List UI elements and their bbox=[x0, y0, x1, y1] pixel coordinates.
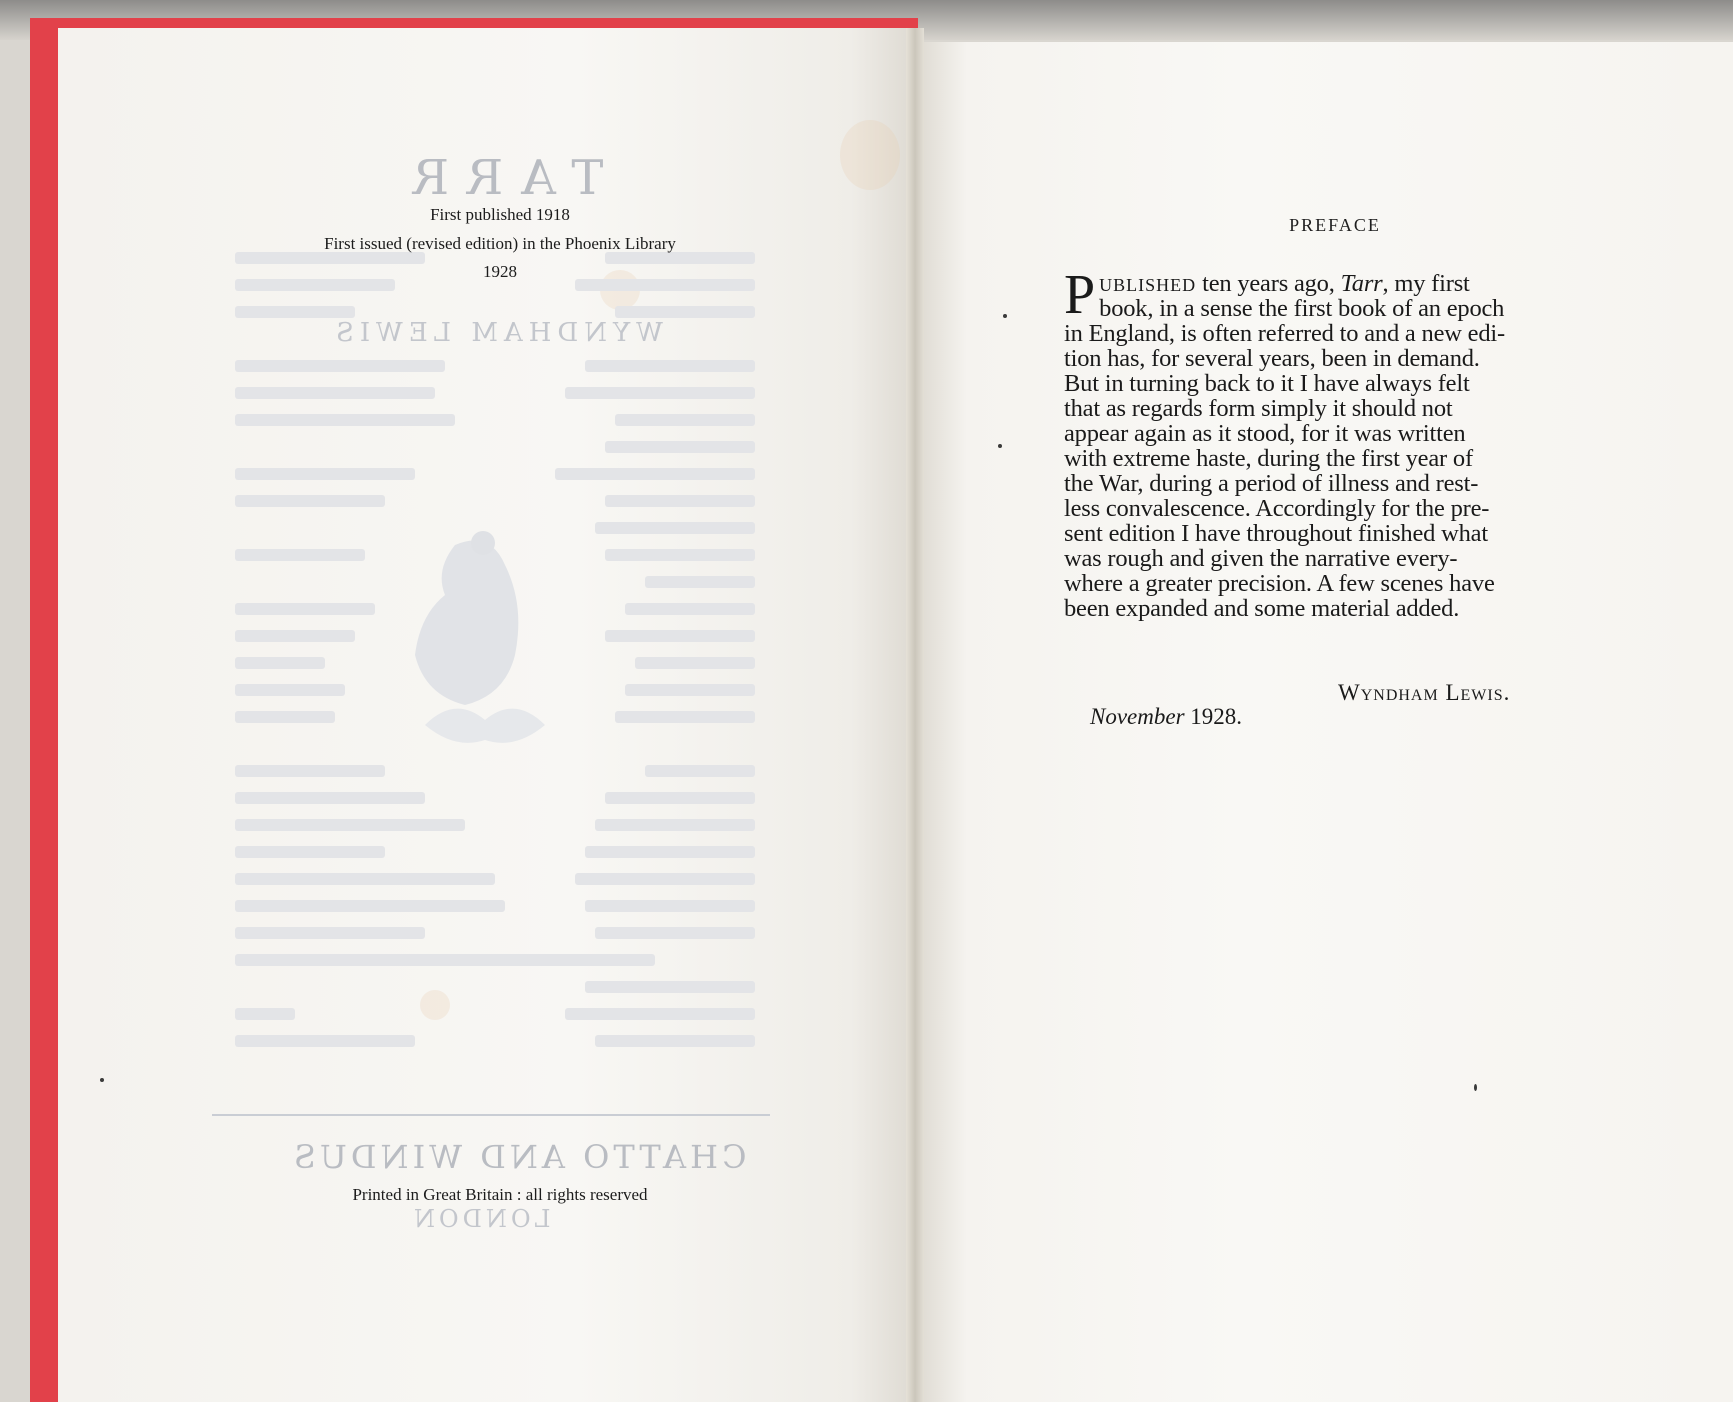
printed-notice: Printed in Great Britain : all rights reserved bbox=[352, 1185, 648, 1204]
preface-line: less convalescence. Accordingly for the pre- bbox=[1064, 495, 1490, 522]
bleed-through-location: LONDON bbox=[410, 1205, 551, 1233]
issue-year: 1928 bbox=[483, 262, 517, 281]
book-gutter bbox=[906, 28, 924, 1402]
bleed-through-author: WYNDHAM LEWIS bbox=[330, 318, 663, 348]
preface-line: was rough and given the narrative every- bbox=[1064, 545, 1458, 572]
paper-stain bbox=[840, 120, 900, 190]
preface-line: that as regards form simply it should not bbox=[1064, 395, 1453, 422]
preface-line: with extreme haste, during the first year of bbox=[1064, 445, 1473, 472]
preface-body bbox=[1064, 264, 1599, 622]
bleed-through-publisher: CHATTO AND WINDUS bbox=[290, 1138, 747, 1176]
publisher-device-icon bbox=[395, 525, 575, 765]
bleed-through-rule bbox=[212, 1114, 770, 1116]
preface-line: where a greater precision. A few scenes have bbox=[1064, 570, 1495, 597]
first-issued-line: First issued (revised edition) in the Phoenix Library bbox=[324, 234, 676, 253]
preface-heading: PREFACE bbox=[1289, 215, 1381, 235]
first-published-line: First published 1918 bbox=[430, 205, 570, 224]
date-year: 1928. bbox=[1190, 704, 1243, 729]
preface-line: book, in a sense the first book of an epoch bbox=[1099, 295, 1505, 322]
bleed-through-title: TARR bbox=[395, 150, 604, 206]
preface-line: been expanded and some material added. bbox=[1064, 595, 1460, 622]
preface-date bbox=[1090, 704, 1242, 730]
preface-line: But in turning back to it I have always felt bbox=[1064, 370, 1470, 397]
dropcap-letter: P bbox=[1064, 264, 1096, 326]
preface-line: tion has, for several years, been in demand. bbox=[1064, 345, 1480, 372]
recto-page bbox=[918, 42, 1733, 1402]
preface-line: appear again as it stood, for it was written bbox=[1064, 420, 1466, 447]
paper-speck bbox=[1003, 314, 1007, 318]
preface-line: sent edition I have throughout finished what bbox=[1064, 520, 1488, 547]
paper-speck bbox=[998, 444, 1002, 448]
preface-text bbox=[1064, 264, 1599, 622]
preface-line: in England, is often referred to and a new edi- bbox=[1064, 320, 1505, 347]
author-signature: Wyndham Lewis. bbox=[1338, 680, 1511, 705]
date-month: November bbox=[1090, 704, 1185, 729]
paper-speck bbox=[100, 1078, 104, 1082]
preface-line: the War, during a period of illness and rest- bbox=[1064, 470, 1479, 497]
preface-line: UBLISHED ten years ago, Tarr, my first bbox=[1099, 270, 1470, 297]
paper-speck bbox=[1474, 1084, 1477, 1091]
